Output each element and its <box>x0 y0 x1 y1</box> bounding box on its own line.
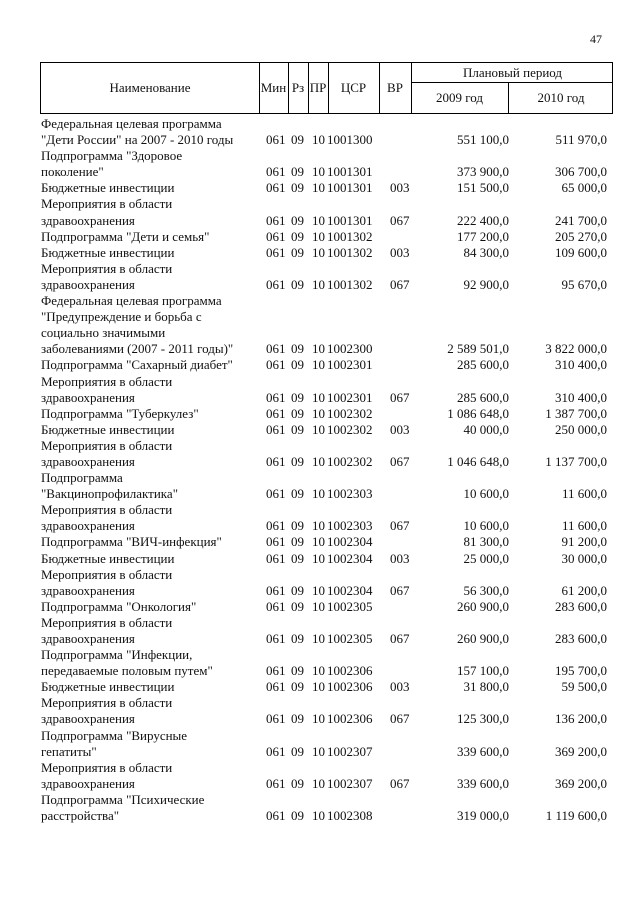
row-vr: 003 <box>390 421 410 437</box>
row-name-line: социально значимыми <box>41 325 166 341</box>
row-min: 061 <box>266 486 286 502</box>
row-amount-2009: 222 400,0 <box>457 212 509 228</box>
row-name-line: здравоохранения <box>41 775 135 791</box>
row-name-line: здравоохранения <box>41 453 135 469</box>
row-name <box>41 293 233 357</box>
row-name-line: Мероприятия в области <box>41 437 173 453</box>
row-vr: 003 <box>390 679 410 695</box>
header-year-2009: 2009 год <box>436 90 483 105</box>
row-amount-2010: 283 600,0 <box>555 598 607 614</box>
row-pr: 10 <box>312 534 325 550</box>
row-name-line: Мероприятия в области <box>41 502 173 518</box>
row-rz: 09 <box>291 518 304 534</box>
table-row <box>0 148 640 180</box>
table-row <box>0 615 640 647</box>
row-name-line: здравоохранения <box>41 711 135 727</box>
row-name <box>41 534 222 550</box>
table-row <box>0 438 640 470</box>
row-name <box>41 599 196 615</box>
row-rz: 09 <box>291 550 304 566</box>
row-csr: 1001301 <box>327 212 373 228</box>
row-name <box>41 502 172 534</box>
row-amount-2010: 136 200,0 <box>555 711 607 727</box>
row-rz: 09 <box>291 276 304 292</box>
row-name <box>41 760 172 792</box>
row-min: 061 <box>266 534 286 550</box>
row-amount-2009: 260 900,0 <box>457 631 509 647</box>
table-row <box>0 116 640 148</box>
row-name-line: Мероприятия в области <box>41 695 173 711</box>
table-row <box>0 695 640 727</box>
row-name <box>41 567 172 599</box>
row-vr: 003 <box>390 180 410 196</box>
row-name <box>41 357 233 373</box>
row-min: 061 <box>266 775 286 791</box>
row-name <box>41 647 213 679</box>
row-min: 061 <box>266 389 286 405</box>
row-min: 061 <box>266 244 286 260</box>
row-name-line: Федеральная целевая программа <box>41 116 222 131</box>
row-name <box>41 695 172 727</box>
row-vr: 003 <box>390 550 410 566</box>
row-name-line: "Предупреждение и борьба с <box>41 309 202 325</box>
row-csr: 1002306 <box>327 679 373 695</box>
row-rz: 09 <box>291 212 304 228</box>
row-name <box>41 679 174 695</box>
row-min: 061 <box>266 550 286 566</box>
row-amount-2010: 1 137 700,0 <box>545 453 607 469</box>
row-csr: 1002307 <box>327 743 373 759</box>
row-csr: 1001301 <box>327 180 373 196</box>
row-min: 061 <box>266 421 286 437</box>
header-plan-period: Плановый период <box>462 65 563 80</box>
row-min: 061 <box>266 341 286 357</box>
row-pr: 10 <box>312 582 325 598</box>
table-row <box>0 180 640 196</box>
row-amount-2009: 373 900,0 <box>457 164 509 180</box>
row-amount-2010: 91 200,0 <box>561 534 607 550</box>
row-amount-2009: 31 800,0 <box>463 679 509 695</box>
row-csr: 1002306 <box>327 663 373 679</box>
row-name-line: Мероприятия в области <box>41 260 173 276</box>
row-amount-2009: 1 086 648,0 <box>447 405 509 421</box>
row-vr: 067 <box>390 453 410 469</box>
row-rz: 09 <box>291 743 304 759</box>
row-pr: 10 <box>312 357 325 373</box>
header-vr: ВР <box>387 80 403 95</box>
row-vr: 067 <box>390 276 410 292</box>
row-name <box>41 792 204 824</box>
row-pr: 10 <box>312 808 325 824</box>
row-amount-2009: 177 200,0 <box>457 228 509 244</box>
row-pr: 10 <box>312 550 325 566</box>
row-pr: 10 <box>312 663 325 679</box>
row-min: 061 <box>266 453 286 469</box>
row-min: 061 <box>266 679 286 695</box>
row-amount-2009: 551 100,0 <box>457 132 509 148</box>
row-amount-2009: 285 600,0 <box>457 357 509 373</box>
table-row <box>0 534 640 550</box>
header-min: Мин <box>260 80 287 95</box>
row-name-line: Бюджетные инвестиции <box>41 550 175 566</box>
row-csr: 1002305 <box>327 598 373 614</box>
row-csr: 1002301 <box>327 389 373 405</box>
row-pr: 10 <box>312 486 325 502</box>
row-name <box>41 196 172 228</box>
row-name-line: Бюджетные инвестиции <box>41 421 175 437</box>
row-vr: 067 <box>390 711 410 727</box>
row-name-line: "Вакцинопрофилактика" <box>41 486 179 502</box>
row-csr: 1002307 <box>327 775 373 791</box>
row-pr: 10 <box>312 711 325 727</box>
row-vr: 003 <box>390 244 410 260</box>
row-pr: 10 <box>312 228 325 244</box>
row-amount-2009: 285 600,0 <box>457 389 509 405</box>
row-pr: 10 <box>312 775 325 791</box>
header-rz: Рз <box>291 80 305 95</box>
row-rz: 09 <box>291 486 304 502</box>
row-amount-2010: 283 600,0 <box>555 631 607 647</box>
row-csr: 1002301 <box>327 357 373 373</box>
row-amount-2009: 339 600,0 <box>457 775 509 791</box>
table-row <box>0 261 640 293</box>
row-rz: 09 <box>291 679 304 695</box>
row-name-line: Федеральная целевая программа <box>41 293 222 309</box>
row-amount-2010: 310 400,0 <box>555 357 607 373</box>
row-min: 061 <box>266 808 286 824</box>
table-row <box>0 728 640 760</box>
row-name <box>41 261 172 293</box>
row-pr: 10 <box>312 132 325 148</box>
row-rz: 09 <box>291 228 304 244</box>
row-name-line: Мероприятия в области <box>41 566 173 582</box>
row-name <box>41 615 172 647</box>
row-amount-2010: 306 700,0 <box>555 164 607 180</box>
row-name <box>41 374 172 406</box>
row-amount-2010: 30 000,0 <box>561 550 607 566</box>
table-row <box>0 406 640 422</box>
table-row <box>0 679 640 695</box>
row-amount-2009: 10 600,0 <box>463 518 509 534</box>
row-rz: 09 <box>291 164 304 180</box>
page-number: 47 <box>590 32 602 46</box>
row-pr: 10 <box>312 453 325 469</box>
row-csr: 1002302 <box>327 453 373 469</box>
row-amount-2010: 369 200,0 <box>555 775 607 791</box>
row-name-line: гепатиты" <box>41 743 97 759</box>
row-amount-2009: 2 589 501,0 <box>447 341 509 357</box>
row-amount-2010: 61 200,0 <box>561 582 607 598</box>
row-name-line: заболеваниями (2007 - 2011 годы)" <box>41 341 234 357</box>
row-min: 061 <box>266 743 286 759</box>
table-row <box>0 374 640 406</box>
row-rz: 09 <box>291 631 304 647</box>
row-csr: 1002304 <box>327 550 373 566</box>
row-amount-2010: 3 822 000,0 <box>545 341 607 357</box>
table-header <box>40 62 613 114</box>
table-row <box>0 502 640 534</box>
row-csr: 1001302 <box>327 244 373 260</box>
row-amount-2009: 92 900,0 <box>463 276 509 292</box>
table-row <box>0 293 640 357</box>
row-amount-2010: 1 119 600,0 <box>545 808 607 824</box>
row-name-line: Бюджетные инвестиции <box>41 244 175 260</box>
row-name-line: "Дети России" на 2007 - 2010 годы <box>41 132 234 148</box>
row-vr: 067 <box>390 212 410 228</box>
row-amount-2010: 369 200,0 <box>555 743 607 759</box>
row-min: 061 <box>266 518 286 534</box>
header-csr: ЦСР <box>340 80 367 95</box>
row-amount-2009: 81 300,0 <box>463 534 509 550</box>
row-pr: 10 <box>312 598 325 614</box>
row-min: 061 <box>266 276 286 292</box>
row-amount-2009: 125 300,0 <box>457 711 509 727</box>
row-pr: 10 <box>312 341 325 357</box>
row-rz: 09 <box>291 132 304 148</box>
row-amount-2009: 157 100,0 <box>457 663 509 679</box>
row-amount-2010: 11 600,0 <box>561 486 607 502</box>
row-amount-2010: 59 500,0 <box>561 679 607 695</box>
row-csr: 1002306 <box>327 711 373 727</box>
row-rz: 09 <box>291 389 304 405</box>
row-amount-2010: 250 000,0 <box>555 421 607 437</box>
row-name-line: Подпрограмма <box>41 470 123 486</box>
row-rz: 09 <box>291 405 304 421</box>
row-csr: 1001301 <box>327 164 373 180</box>
row-name <box>41 148 182 180</box>
row-csr: 1002304 <box>327 534 373 550</box>
row-amount-2009: 339 600,0 <box>457 743 509 759</box>
row-name-line: Подпрограмма "ВИЧ-инфекция" <box>41 534 222 550</box>
row-name <box>41 116 233 148</box>
row-rz: 09 <box>291 421 304 437</box>
row-name-line: Бюджетные инвестиции <box>41 679 175 695</box>
row-amount-2009: 40 000,0 <box>463 421 509 437</box>
row-name <box>41 406 199 422</box>
row-name-line: Мероприятия в области <box>41 373 173 389</box>
row-pr: 10 <box>312 679 325 695</box>
row-pr: 10 <box>312 212 325 228</box>
row-name-line: Подпрограмма "Вирусные <box>41 727 188 743</box>
row-amount-2010: 109 600,0 <box>555 244 607 260</box>
row-amount-2010: 205 270,0 <box>555 228 607 244</box>
table-row <box>0 567 640 599</box>
row-min: 061 <box>266 180 286 196</box>
row-amount-2009: 151 500,0 <box>457 180 509 196</box>
table-row <box>0 245 640 261</box>
row-name <box>41 438 172 470</box>
row-pr: 10 <box>312 631 325 647</box>
row-name-line: Подпрограмма "Инфекции, <box>41 647 193 663</box>
row-pr: 10 <box>312 389 325 405</box>
row-name-line: Подпрограмма "Дети и семья" <box>41 228 210 244</box>
table-row <box>0 422 640 438</box>
table-row <box>0 551 640 567</box>
row-amount-2009: 319 000,0 <box>457 808 509 824</box>
row-name-line: здравоохранения <box>41 631 135 647</box>
row-name-line: Подпрограмма "Туберкулез" <box>41 405 199 421</box>
row-name <box>41 422 174 438</box>
row-vr: 067 <box>390 518 410 534</box>
row-rz: 09 <box>291 180 304 196</box>
row-name-line: Мероприятия в области <box>41 196 173 212</box>
row-rz: 09 <box>291 341 304 357</box>
row-rz: 09 <box>291 357 304 373</box>
row-pr: 10 <box>312 180 325 196</box>
row-csr: 1002305 <box>327 631 373 647</box>
header-name: Наименование <box>109 80 191 95</box>
row-name-line: здравоохранения <box>41 212 135 228</box>
row-amount-2010: 65 000,0 <box>561 180 607 196</box>
row-name-line: здравоохранения <box>41 276 135 292</box>
row-name <box>41 180 174 196</box>
row-pr: 10 <box>312 244 325 260</box>
table-row <box>0 357 640 373</box>
row-csr: 1002302 <box>327 405 373 421</box>
row-rz: 09 <box>291 663 304 679</box>
row-name <box>41 728 187 760</box>
table-row <box>0 470 640 502</box>
row-min: 061 <box>266 357 286 373</box>
row-name-line: передаваемые половым путем" <box>41 663 213 679</box>
row-name-line: Подпрограмма "Здоровое <box>41 148 183 164</box>
row-pr: 10 <box>312 421 325 437</box>
row-vr: 067 <box>390 631 410 647</box>
row-rz: 09 <box>291 598 304 614</box>
row-rz: 09 <box>291 244 304 260</box>
row-min: 061 <box>266 582 286 598</box>
row-amount-2010: 310 400,0 <box>555 389 607 405</box>
table-row <box>0 196 640 228</box>
row-amount-2010: 11 600,0 <box>561 518 607 534</box>
table-row <box>0 599 640 615</box>
row-csr: 1002304 <box>327 582 373 598</box>
row-pr: 10 <box>312 276 325 292</box>
row-name-line: здравоохранения <box>41 518 135 534</box>
row-name <box>41 551 174 567</box>
row-pr: 10 <box>312 405 325 421</box>
row-name-line: расстройства" <box>41 808 120 824</box>
row-min: 061 <box>266 598 286 614</box>
row-vr: 067 <box>390 389 410 405</box>
row-name <box>41 470 178 502</box>
row-csr: 1001300 <box>327 132 373 148</box>
row-min: 061 <box>266 711 286 727</box>
row-name-line: Подпрограмма "Сахарный диабет" <box>41 357 233 373</box>
row-name-line: здравоохранения <box>41 389 135 405</box>
row-amount-2010: 195 700,0 <box>555 663 607 679</box>
row-name <box>41 229 209 245</box>
row-csr: 1001302 <box>327 276 373 292</box>
row-amount-2009: 260 900,0 <box>457 598 509 614</box>
row-amount-2010: 511 970,0 <box>555 132 607 148</box>
row-amount-2010: 1 387 700,0 <box>545 405 607 421</box>
row-min: 061 <box>266 405 286 421</box>
row-csr: 1002300 <box>327 341 373 357</box>
header-pr: ПР <box>309 80 327 95</box>
row-vr: 067 <box>390 582 410 598</box>
row-rz: 09 <box>291 582 304 598</box>
row-min: 061 <box>266 164 286 180</box>
table-row <box>0 229 640 245</box>
row-rz: 09 <box>291 711 304 727</box>
row-name-line: Мероприятия в области <box>41 759 173 775</box>
row-amount-2009: 25 000,0 <box>463 550 509 566</box>
row-min: 061 <box>266 228 286 244</box>
row-csr: 1002308 <box>327 808 373 824</box>
row-csr: 1002302 <box>327 421 373 437</box>
row-rz: 09 <box>291 808 304 824</box>
row-csr: 1002303 <box>327 518 373 534</box>
row-csr: 1002303 <box>327 486 373 502</box>
row-pr: 10 <box>312 743 325 759</box>
row-min: 061 <box>266 132 286 148</box>
row-min: 061 <box>266 212 286 228</box>
table-body <box>0 116 640 824</box>
row-rz: 09 <box>291 775 304 791</box>
table-row <box>0 647 640 679</box>
row-amount-2009: 10 600,0 <box>463 486 509 502</box>
row-amount-2010: 95 670,0 <box>561 276 607 292</box>
row-rz: 09 <box>291 534 304 550</box>
row-vr: 067 <box>390 775 410 791</box>
row-amount-2009: 84 300,0 <box>463 244 509 260</box>
table-row <box>0 792 640 824</box>
row-amount-2009: 1 046 648,0 <box>447 453 509 469</box>
row-rz: 09 <box>291 453 304 469</box>
row-name-line: Бюджетные инвестиции <box>41 180 175 196</box>
row-min: 061 <box>266 631 286 647</box>
row-name-line: Подпрограмма "Онкология" <box>41 598 197 614</box>
row-name-line: поколение" <box>41 164 104 180</box>
row-csr: 1001302 <box>327 228 373 244</box>
row-pr: 10 <box>312 518 325 534</box>
header-year-2010: 2010 год <box>537 90 585 105</box>
row-amount-2010: 241 700,0 <box>555 212 607 228</box>
row-name-line: Подпрограмма "Психические <box>41 791 205 807</box>
row-name <box>41 245 174 261</box>
row-pr: 10 <box>312 164 325 180</box>
table-row <box>0 760 640 792</box>
row-min: 061 <box>266 663 286 679</box>
row-name-line: здравоохранения <box>41 582 135 598</box>
row-amount-2009: 56 300,0 <box>463 582 509 598</box>
row-name-line: Мероприятия в области <box>41 614 173 630</box>
